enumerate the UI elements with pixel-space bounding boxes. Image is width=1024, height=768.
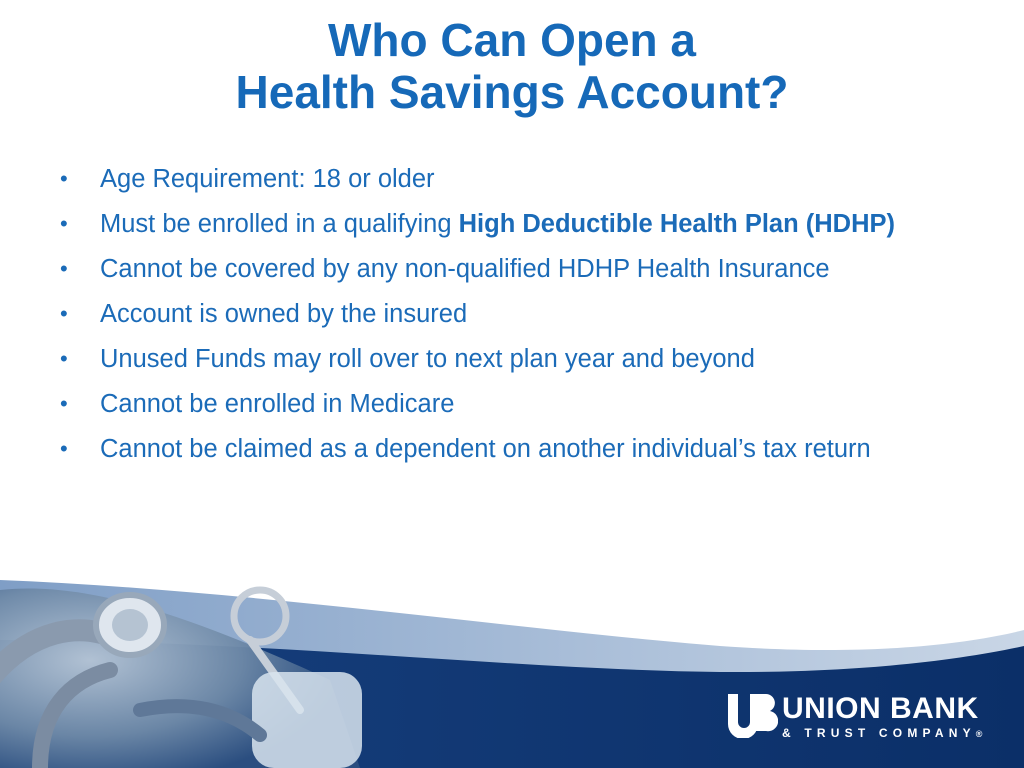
bullet-marker: • [60,256,68,281]
logo-subtitle-text: & TRUST COMPANY [782,726,976,740]
bullet-item [58,295,978,333]
bullet-marker: • [60,166,68,191]
bullet-marker: • [60,436,68,461]
bullet-marker: • [60,301,68,326]
bullet-marker: • [60,391,68,416]
bullet-text: Unused Funds may roll over to next plan year and beyond [100,345,755,373]
bullet-text: Age Requirement: 18 or older [100,165,435,193]
slide-title-line-1: Who Can Open a [328,14,696,66]
bullet-item [58,340,978,378]
bullet-item [58,385,978,423]
logo-name: UNION BANK [782,692,979,725]
logo-subtitle [782,726,982,740]
slide-title [0,14,1024,118]
bullet-marker: • [60,211,68,236]
bullet-item [58,205,978,243]
bullet-item [58,430,978,468]
bullet-text: Cannot be claimed as a dependent on another individual’s tax return [100,435,871,463]
bullet-text: Must be enrolled in a qualifying [100,210,459,238]
union-bank-logo [726,692,996,748]
bullet-text: Cannot be covered by any non-qualified HDHP Health Insurance [100,255,830,283]
bullet-text: Cannot be enrolled in Medicare [100,390,455,418]
bullet-marker: • [60,346,68,371]
bullet-list [58,160,978,475]
bullet-text: Account is owned by the insured [100,300,468,328]
registered-mark: ® [975,729,983,739]
slide-title-line-2: Health Savings Account? [235,66,789,118]
bullet-bold-text: High Deductible Health Plan (HDHP) [458,210,896,238]
bullet-item [58,160,978,198]
ub-monogram-icon [726,692,778,738]
bullet-item [58,250,978,288]
